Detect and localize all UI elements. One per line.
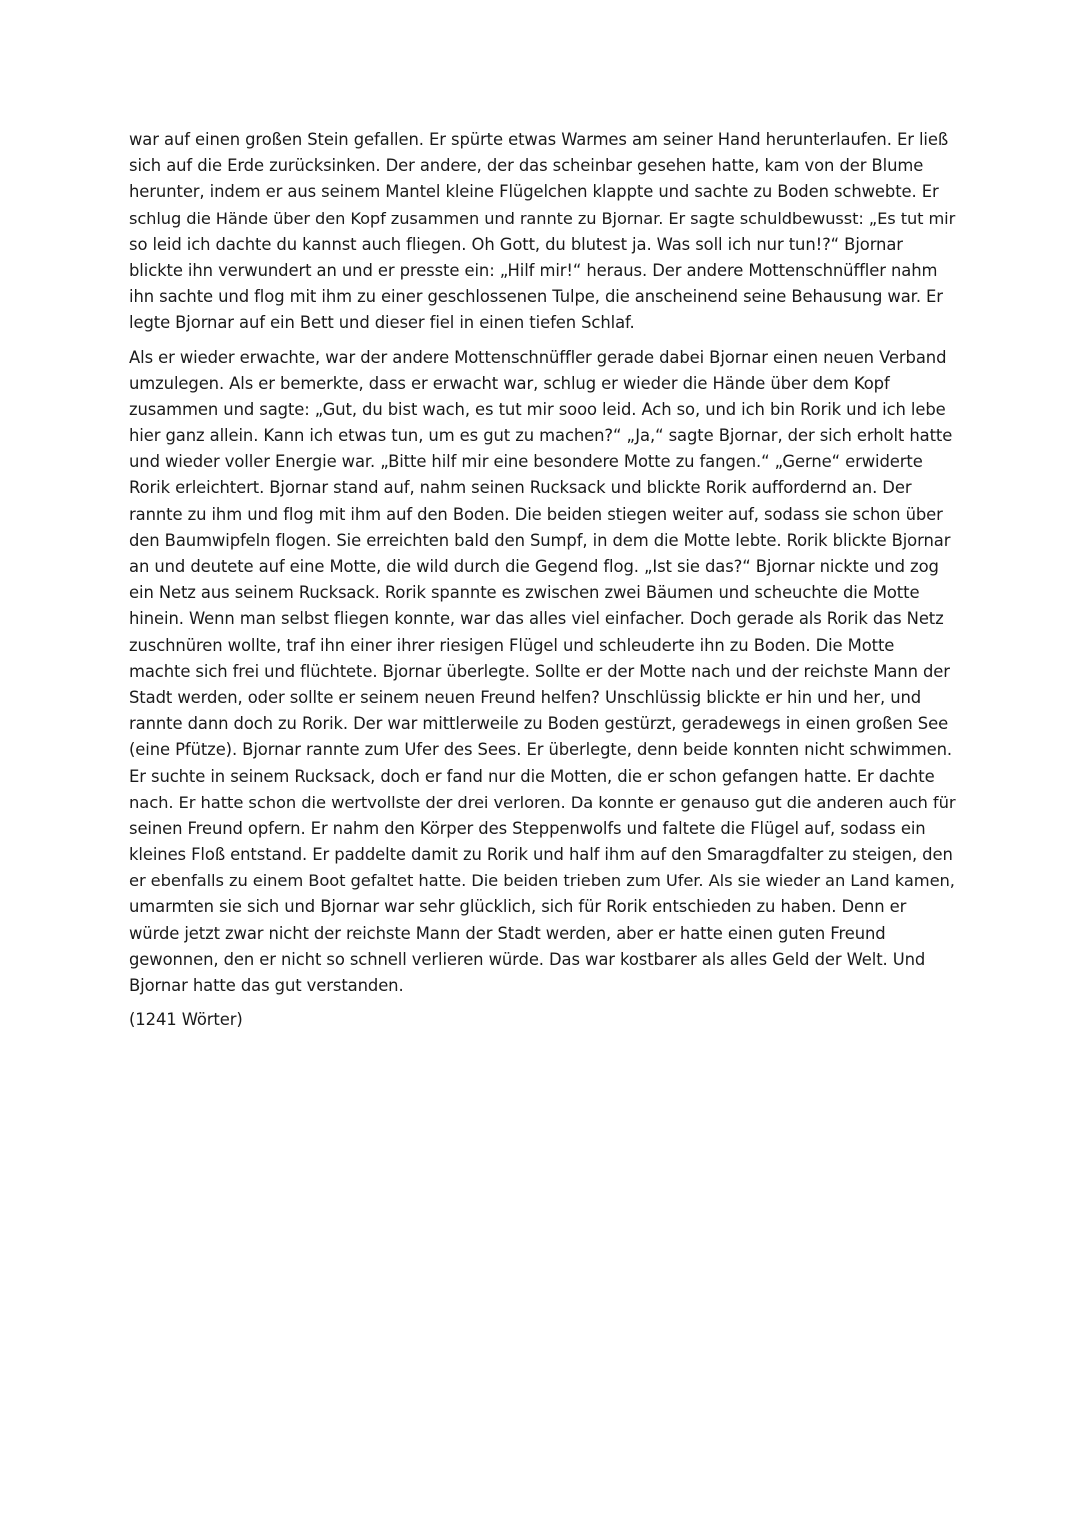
- paragraph: [129, 1007, 955, 1033]
- text-line: an und deutete auf eine Motte, die wild durch die Gegend flog. „Ist sie das?“ Bjornar nickte und zog: [129, 557, 939, 576]
- text-line: ihn sachte und flog mit ihm zu einer geschlossenen Tulpe, die anscheinend seine Behausung war. Er: [129, 287, 943, 307]
- text-line: den Baumwipfeln flogen. Sie erreichten bald den Sumpf, in dem die Motte lebte. Rorik blickte Bjornar: [129, 530, 951, 550]
- text-line: er ebenfalls zu einem Boot gefaltet hatte. Die beiden trieben zum Ufer. Als sie wieder an Land kamen,: [129, 871, 955, 891]
- text-line: sich auf die Erde zurücksinken. Der andere, der das scheinbar gesehen hatte, kam von der Blume: [129, 156, 924, 176]
- text-line: ein Netz aus seinem Rucksack. Rorik spannte es zwischen zwei Bäumen und scheuchte die Motte: [129, 583, 920, 603]
- text-line: nach. Er hatte schon die wertvollste der drei verloren. Da konnte er genauso gut die anderen auch für: [129, 792, 956, 812]
- text-line: (1241 Wörter): [129, 1010, 243, 1030]
- text-line: so leid ich dachte du kannst auch fliegen. Oh Gott, du blutest ja. Was soll ich nur tun!?“ Bjornar: [129, 234, 903, 254]
- text-line: Als er wieder erwachte, war der andere Mottenschnüffler gerade dabei Bjornar einen neuen Verband: [129, 347, 947, 367]
- text-line: herunter, indem er aus seinem Mantel kleine Flügelchen klappte und sachte zu Boden schwebte. Er: [129, 182, 939, 202]
- text-line: war auf einen großen Stein gefallen. Er spürte etwas Warmes am seiner Hand herunterlaufen. Er ließ: [129, 130, 949, 149]
- text-line: hier ganz allein. Kann ich etwas tun, um es gut zu machen?“ „Ja,“ sagte Bjornar, der sich erholt hatte: [129, 426, 953, 446]
- text-line: umzulegen. Als er bemerkte, dass er erwacht war, schlug er wieder die Hände über dem Kopf: [129, 373, 890, 393]
- document-body: [129, 127, 955, 1041]
- text-line: würde jetzt zwar nicht der reichste Mann der Stadt werden, aber er hatte einen guten Freund: [129, 923, 886, 943]
- text-line: schlug die Hände über den Kopf zusammen und rannte zu Bjornar. Er sagte schuldbewusst: „Es tut mir: [129, 208, 956, 228]
- text-line: seinen Freund opfern. Er nahm den Körper des Steppenwolfs und faltete die Flügel auf, sodass ein: [129, 818, 926, 838]
- text-line: und wieder voller Energie war. „Bitte hilf mir eine besondere Motte zu fangen.“ „Gerne“ erwiderte: [129, 452, 923, 472]
- text-line: Bjornar hatte das gut verstanden.: [129, 976, 404, 995]
- text-line: Stadt werden, oder sollte er seinem neuen Freund helfen? Unschlüssig blickte er hin und her, und: [129, 687, 922, 707]
- paragraph: [129, 345, 955, 1000]
- text-line: rannte zu ihm und flog mit ihm auf den Boden. Die beiden stiegen weiter auf, sodass sie schon über: [129, 504, 943, 524]
- text-line: zusammen und sagte: „Gut, du bist wach, es tut mir sooo leid. Ach so, und ich bin Rorik und ich lebe: [129, 399, 946, 419]
- text-line: Rorik erleichtert. Bjornar stand auf, nahm seinen Rucksack und blickte Rorik auffordernd an. Der: [129, 478, 912, 498]
- text-line: zuschnüren wollte, traf ihn einer ihrer riesigen Flügel und schleuderte ihn zu Boden. Die Motte: [129, 635, 895, 655]
- text-line: rannte dann doch zu Rorik. Der war mittlerweile zu Boden gestürzt, geradewegs in einen großen See: [129, 714, 949, 734]
- text-line: gewonnen, den er nicht so schnell verlieren würde. Das war kostbarer als alles Geld der Welt. Und: [129, 949, 926, 969]
- text-line: legte Bjornar auf ein Bett und dieser fiel in einen tiefen Schlaf.: [129, 313, 635, 333]
- text-line: machte sich frei und flüchtete. Bjornar überlegte. Sollte er der Motte nach und der reichste Mann der: [129, 661, 950, 681]
- text-line: umarmten sie sich und Bjornar war sehr glücklich, sich für Rorik entschieden zu haben. Denn er: [129, 897, 907, 917]
- text-line: kleines Floß entstand. Er paddelte damit zu Rorik und half ihm auf den Smaragdfalter zu steigen, den: [129, 845, 953, 865]
- text-line: Er suchte in seinem Rucksack, doch er fand nur die Motten, die er schon gefangen hatte. Er dachte: [129, 766, 935, 786]
- text-line: hinein. Wenn man selbst fliegen konnte, war das alles viel einfacher. Doch gerade als Rorik das Netz: [129, 609, 944, 629]
- text-line: (eine Pfütze). Bjornar rannte zum Ufer des Sees. Er überlegte, denn beide konnten nicht schwimmen.: [129, 740, 952, 760]
- text-line: blickte ihn verwundert an und er presste ein: „Hilf mir!“ heraus. Der andere Mottenschnüffler nahm: [129, 260, 938, 280]
- paragraph: [129, 127, 955, 337]
